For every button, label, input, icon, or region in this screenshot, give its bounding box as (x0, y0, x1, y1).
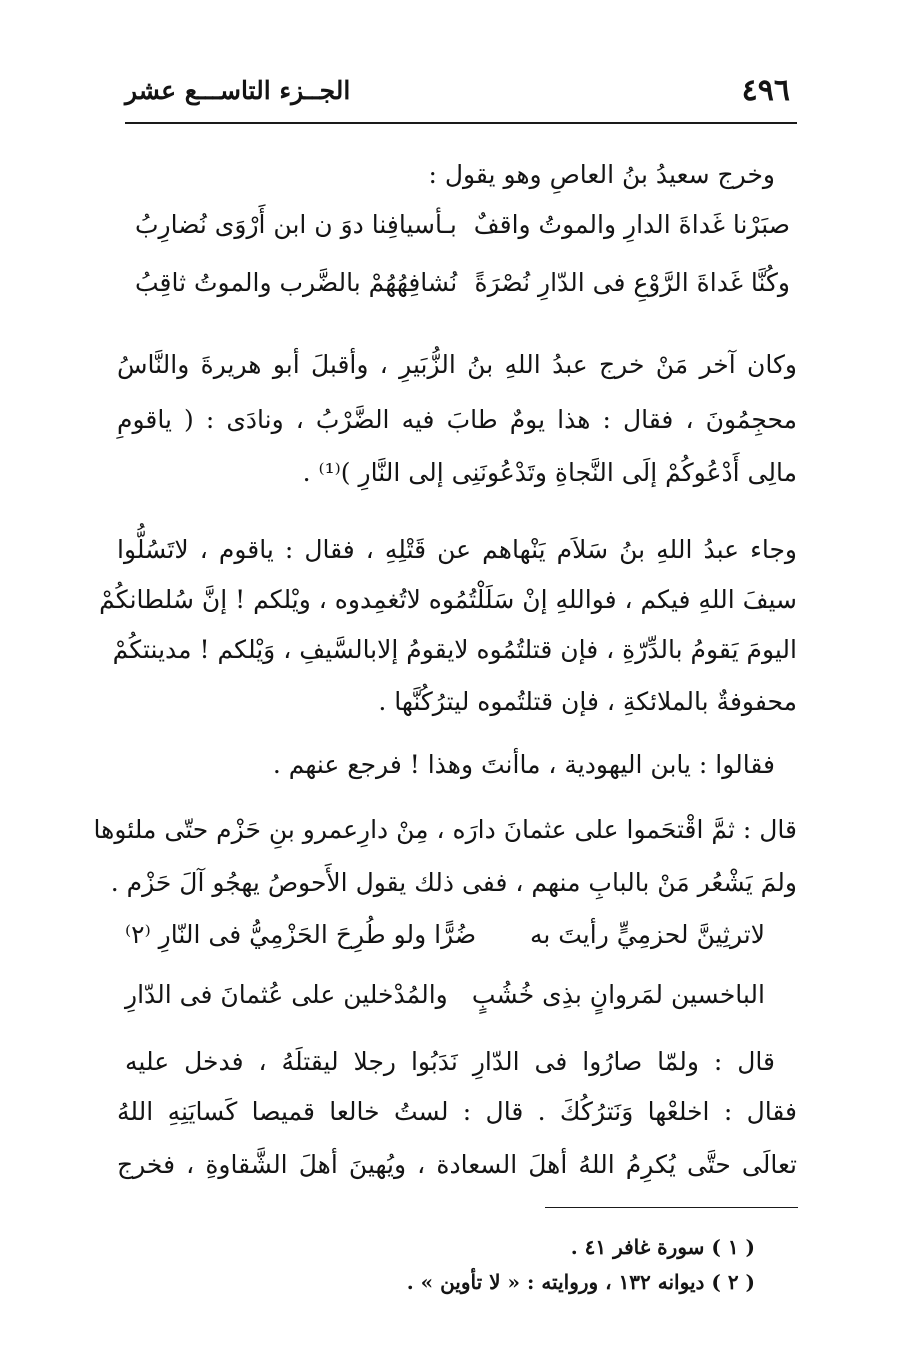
paragraph-line: فقال : اخلعْها وَنَترُكُكَ . قال : لستُ خالعا قميصا كَسايَنِهِ اللهُ (117, 1097, 797, 1126)
paragraph-line: سيفَ اللهِ فيكم ، فواللهِ إنْ سَلَلْتُمُوه لاتُغمِدوه ، ويْلكم ! إنَّ سُلطانكُمْ (99, 585, 797, 614)
paragraph-line: محفوفةٌ بالملائكةِ ، فإن قتلتُموه ليترُكُنَّها . (378, 687, 797, 716)
page-number: ٤٩٦ (741, 72, 790, 108)
verse-hemistich: لاترثِينَّ لحزمِيٍّ رأيتَ به (529, 920, 765, 949)
paragraph-line: مالِى أَدْعُوكُمْ إلَى النَّجاةِ وتَدْعُونَنِى إلى النَّارِ )⁽¹⁾ . (302, 458, 797, 487)
running-title: الجــزء التاســـع عشر (125, 75, 351, 105)
verse-hemistich: والمُدْخلين على عُثمانَ فى الدّارِ (125, 980, 448, 1009)
paragraph-line: محجِمُونَ ، فقال : هذا يومٌ طابَ فيه الضَّرْبُ ، ونادَى : ( ياقومِ (117, 405, 797, 434)
paragraph-line: فقالوا : يابن اليهودية ، ماأنتَ وهذا ! فرجع عنهم . (272, 750, 775, 779)
verse-hemistich: ضُرًّا ولو طُرِحَ الحَزْمِيُّ فى النّارِ ⁽٢⁾ (125, 920, 477, 949)
verse-hemistich: بـأسيافِنا دوَ ن ابن أَرْوَى نُضارِبُ (135, 210, 457, 239)
intro-line: وخرج سعيدُ بنُ العاصِ وهو يقول : (428, 160, 775, 189)
verse-1-line-1 (135, 210, 790, 240)
paragraph-line: قال : ثمَّ اقْتحَموا على عثمانَ دارَه ، مِنْ دارِعمرو بنِ حَزْم حتّى ملئوها (93, 815, 797, 844)
verse-hemistich: نُشافِهُهُمْ بالضَّرب والموتُ ثاقِبُ (135, 268, 458, 297)
verse-2-line-2 (125, 980, 765, 1010)
verse-hemistich: الباخسين لمَروانٍ بذِى خُشُبٍ (471, 980, 765, 1009)
verse-1-line-2 (135, 268, 790, 298)
paragraph-line: وكان آخر مَنْ خرج عبدُ اللهِ بنُ الزُّبَيرِ ، وأقبلَ أبو هريرةَ والنَّاسُ (117, 350, 797, 379)
header-rule (125, 122, 797, 124)
paragraph-line: ولمَ يَشْعُر مَنْ بالبابِ منهم ، ففى ذلك يقول الأَحوصُ يهجُو آلَ حَزْم . (110, 868, 797, 897)
paragraph-line: تعالَى حتَّى يُكرِمُ اللهُ أهلَ السعادة ، ويُهينَ أهلَ الشَّقاوةِ ، فخرج (117, 1150, 797, 1179)
page-header (125, 70, 790, 110)
verse-hemistich: وكُنَّا غَداةَ الرَّوْعِ فى الدّارِ نُصْرَةً (474, 268, 790, 297)
verse-hemistich: صبَرْنا غَداةَ الدارِ والموتُ واقفٌ (473, 210, 790, 239)
paragraph-line: وجاء عبدُ اللهِ بنُ سَلاَم يَنْهاهم عن قَتْلِهِ ، فقال : ياقوم ، لاتَسُلُّوا (117, 535, 797, 564)
paragraph-line: اليومَ يَقومُ بالدِّرّةِ ، فإن قتلتُمُوه لايقومُ إلابالسَّيفِ ، وَيْلكم ! مدينتكُمْ (112, 635, 797, 664)
footnote-rule (545, 1207, 798, 1208)
paragraph-line: قال : ولمّا صارُوا فى الدّارِ نَدَبُوا رجلا ليقتلَهُ ، فدخل عليه (125, 1047, 775, 1076)
verse-2-line-1 (125, 920, 765, 950)
footnote: ( ١ ) سورة غافر ٤١ . (570, 1235, 755, 1259)
footnote: ( ٢ ) ديوانه ١٣٢ ، وروايته : « لا تأوين » . (406, 1270, 755, 1294)
